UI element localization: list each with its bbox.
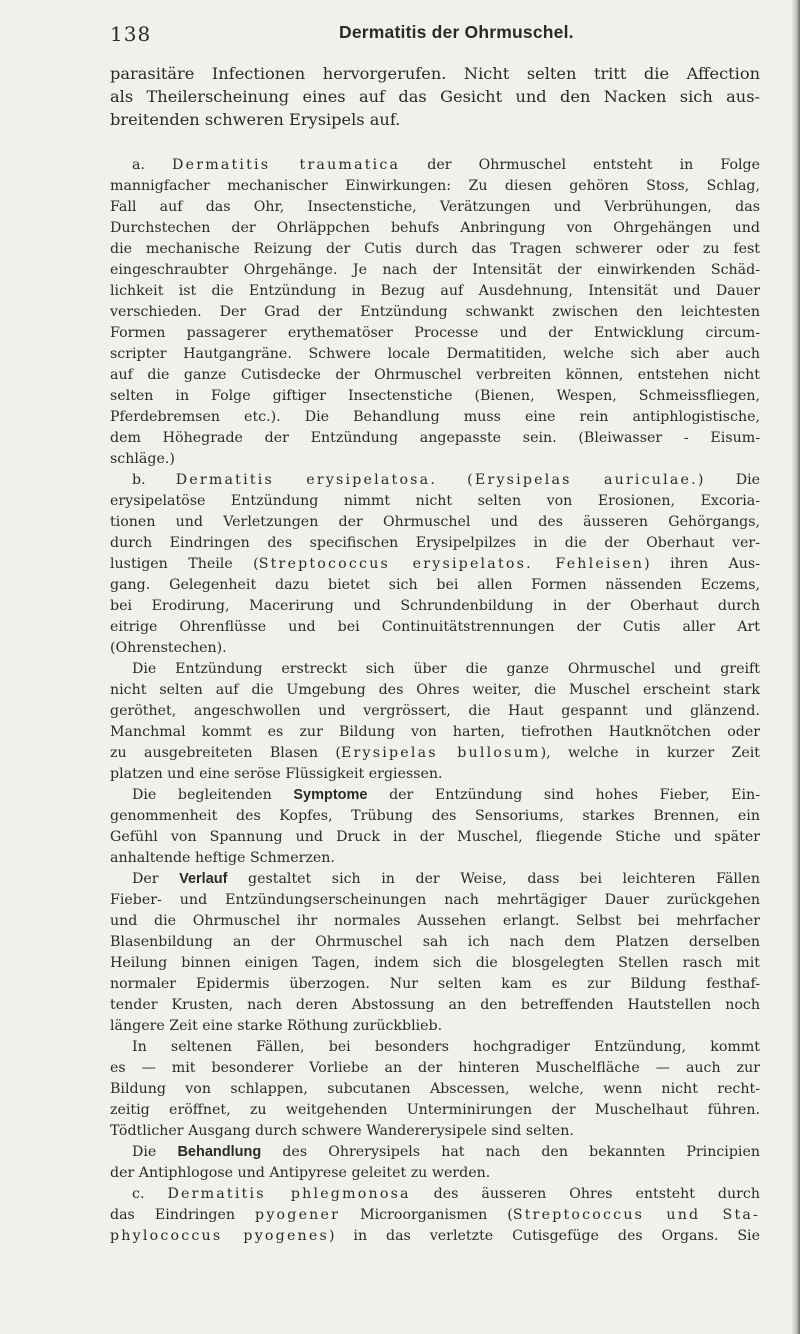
text-line: selten in Folge giftiger Insectenstiche (Bienen, Wespen, Schmeissfliegen, bbox=[110, 388, 760, 404]
text-line: eitrige Ohrenflüsse und bei Continuitätstrennungen der Cutis aller Art bbox=[110, 619, 760, 635]
text-span: gestaltet sich in der Weise, dass bei leichteren Fällen bbox=[227, 871, 760, 887]
pathogen-name: phylococcus pyogenes bbox=[110, 1228, 329, 1244]
text-line: geröthet, angeschwollen und vergrössert, die Haut gespannt und glänzend. bbox=[110, 703, 760, 719]
intro-paragraph bbox=[110, 62, 760, 131]
keyword-behandlung: Behandlung bbox=[177, 1144, 262, 1160]
text-line: durch Eindringen des specifischen Erysipelpilzes in die der Oberhaut ver- bbox=[110, 535, 760, 551]
text-line: Heilung binnen einigen Tagen, indem sich die blosgelegten Stellen rasch mit bbox=[110, 955, 760, 971]
section-b bbox=[110, 470, 760, 1184]
text-line: platzen und eine seröse Flüssigkeit ergiessen. bbox=[110, 766, 443, 782]
text-line: mannigfacher mechanischer Einwirkungen: Zu diesen gehören Stoss, Schlag, bbox=[110, 178, 760, 194]
text-span: zu ausgebreiteten Blasen ( bbox=[110, 745, 341, 761]
pathogen-name: Streptococcus erysipelatos. Fehleisen bbox=[258, 556, 645, 572]
text-line bbox=[110, 1226, 760, 1247]
text-span: der Entzündung sind hohes Fieber, Ein- bbox=[367, 787, 760, 803]
text-line: verschieden. Der Grad der Entzündung schwankt zwischen den leichtesten bbox=[110, 304, 760, 320]
text-line bbox=[110, 1205, 760, 1226]
page-number: 138 bbox=[110, 22, 152, 46]
text-span: Die bbox=[735, 472, 760, 488]
text-line: genommenheit des Kopfes, Trübung des Sensoriums, starkes Brennen, ein bbox=[110, 808, 760, 824]
text-span: der Ohrmuschel entsteht in Folge bbox=[427, 157, 760, 173]
text-line: Gefühl von Spannung und Druck in der Muschel, fliegende Stiche und später bbox=[110, 829, 760, 845]
section-c-heading-line bbox=[110, 1184, 760, 1205]
text-line: und die Ohrmuschel ihr normales Aussehen erlangt. Selbst bei mehrfacher bbox=[110, 913, 760, 929]
section-term: Dermatitis traumatica bbox=[172, 157, 401, 173]
keyword-symptome: Symptome bbox=[293, 787, 368, 803]
text-span: ) ihren Aus- bbox=[644, 556, 760, 572]
text-span: Die bbox=[132, 1144, 178, 1160]
page-edge-shadow bbox=[791, 0, 800, 1334]
text-line: tender Krusten, nach deren Abstossung an den betreffenden Hautstellen noch bbox=[110, 997, 760, 1013]
text-line bbox=[110, 554, 760, 575]
text-span: ) in das verletzte Cutisgefüge des Organs. Sie bbox=[328, 1228, 760, 1244]
text-line bbox=[110, 869, 760, 890]
text-line: nicht selten auf die Umgebung des Ohres weiter, die Muschel erscheint stark bbox=[110, 682, 760, 698]
pathogen-name: Streptococcus und Sta- bbox=[512, 1207, 760, 1223]
text-line: lichkeit ist die Entzündung in Bezug auf Ausdehnung, Intensität und Dauer bbox=[110, 283, 760, 299]
text-line: Blasenbildung an der Ohrmuschel sah ich nach dem Platzen derselben bbox=[110, 934, 760, 950]
text-line: erysipelatöse Entzündung nimmt nicht selten von Erosionen, Excoria- bbox=[110, 493, 760, 509]
text-span: des Ohrerysipels hat nach den bekannten Principien bbox=[261, 1144, 760, 1160]
term-pyogener: pyogener bbox=[255, 1207, 341, 1223]
text-line: (Ohrenstechen). bbox=[110, 640, 227, 656]
text-line: breitenden schweren Erysipels auf. bbox=[110, 110, 401, 129]
text-line: In seltenen Fällen, bei besonders hochgradiger Entzündung, kommt bbox=[132, 1039, 760, 1055]
text-line: Formen passagerer erythematöser Processe und der Entwicklung circum- bbox=[110, 325, 760, 341]
text-span: Die begleitenden bbox=[132, 787, 294, 803]
section-a-heading-line bbox=[110, 155, 760, 176]
text-line bbox=[110, 785, 760, 806]
section-label: a. bbox=[132, 157, 145, 173]
section-term: Dermatitis phlegmonosa bbox=[167, 1186, 411, 1202]
text-line: tionen und Verletzungen der Ohrmuschel und des äusseren Gehörgangs, bbox=[110, 514, 760, 530]
running-title: Dermatitis der Ohrmuschel. bbox=[339, 22, 574, 42]
text-line bbox=[110, 1142, 760, 1163]
text-line: normaler Epidermis überzogen. Nur selten kam es zur Bildung festhaf- bbox=[110, 976, 760, 992]
section-a bbox=[110, 155, 760, 470]
running-head bbox=[110, 22, 760, 62]
text-span: Microorganismen ( bbox=[340, 1207, 513, 1223]
text-line: auf die ganze Cutisdecke der Ohrmuschel verbreiten können, entstehen nicht bbox=[110, 367, 760, 383]
text-span: Der bbox=[132, 871, 180, 887]
text-line: Fall auf das Ohr, Insectenstiche, Verätzungen und Verbrühungen, das bbox=[110, 199, 760, 215]
text-line: gang. Gelegenheit dazu bietet sich bei allen Formen nässenden Eczems, bbox=[110, 577, 760, 593]
text-line: Pferdebremsen etc.). Die Behandlung muss eine rein antiphlogistische, bbox=[110, 409, 760, 425]
text-line: Die Entzündung erstreckt sich über die ganze Ohrmuschel und greift bbox=[132, 661, 760, 677]
text-line: die mechanische Reizung der Cutis durch das Tragen schwerer oder zu fest bbox=[110, 241, 760, 257]
section-term: Dermatitis erysipelatosa. bbox=[175, 472, 438, 488]
text-line: es — mit besonderer Vorliebe an der hinteren Muschelfläche — auch zur bbox=[110, 1060, 760, 1076]
text-span: ), welche in kurzer Zeit bbox=[540, 745, 760, 761]
text-line: scripter Hautgangräne. Schwere locale Dermatitiden, welche sich aber auch bbox=[110, 346, 760, 362]
text-line: Bildung von schlappen, subcutanen Abscessen, welche, wenn nicht recht- bbox=[110, 1081, 760, 1097]
text-line: schläge.) bbox=[110, 451, 175, 467]
text-line bbox=[110, 743, 760, 764]
section-b-heading-line bbox=[110, 470, 760, 491]
text-line: zeitig eröffnet, zu weitgehenden Unterminirungen der Muschelhaut führen. bbox=[110, 1102, 760, 1118]
keyword-verlauf: Verlauf bbox=[179, 871, 228, 887]
text-span: das Eindringen bbox=[110, 1207, 256, 1223]
text-line: als Theilerscheinung eines auf das Gesicht und den Nacken sich aus- bbox=[110, 87, 760, 106]
text-line: bei Erodirung, Macerirung und Schrundenbildung in der Oberhaut durch bbox=[110, 598, 760, 614]
text-line: längere Zeit eine starke Röthung zurückblieb. bbox=[110, 1018, 443, 1034]
book-page bbox=[110, 22, 760, 1247]
section-label: c. bbox=[132, 1186, 145, 1202]
text-line: Fieber- und Entzündungserscheinungen nach mehrtägiger Dauer zurückgehen bbox=[110, 892, 760, 908]
text-line: Manchmal kommt es zur Bildung von harten, tiefrothen Hautknötchen oder bbox=[110, 724, 760, 740]
text-line: parasitäre Infectionen hervorgerufen. Nicht selten tritt die Affection bbox=[110, 64, 760, 83]
text-line: der Antiphlogose und Antipyrese geleitet zu werden. bbox=[110, 1165, 491, 1181]
section-label: b. bbox=[132, 472, 146, 488]
section-c bbox=[110, 1184, 760, 1247]
section-term-latin: (Erysipelas auriculae.) bbox=[467, 472, 706, 488]
text-line: anhaltende heftige Schmerzen. bbox=[110, 850, 335, 866]
disease-name: Erysipelas bullosum bbox=[340, 745, 541, 761]
text-line: dem Höhegrade der Entzündung angepasste sein. (Bleiwasser - Eisum- bbox=[110, 430, 760, 446]
text-line: eingeschraubter Ohrgehänge. Je nach der Intensität der einwirkenden Schäd- bbox=[110, 262, 760, 278]
text-line: Durchstechen der Ohrläppchen behufs Anbringung von Ohrgehängen und bbox=[110, 220, 760, 236]
text-line: Tödtlicher Ausgang durch schwere Wandererysipele sind selten. bbox=[110, 1123, 574, 1139]
text-span: des äusseren Ohres entsteht durch bbox=[410, 1186, 760, 1202]
text-span: lustigen Theile ( bbox=[110, 556, 259, 572]
